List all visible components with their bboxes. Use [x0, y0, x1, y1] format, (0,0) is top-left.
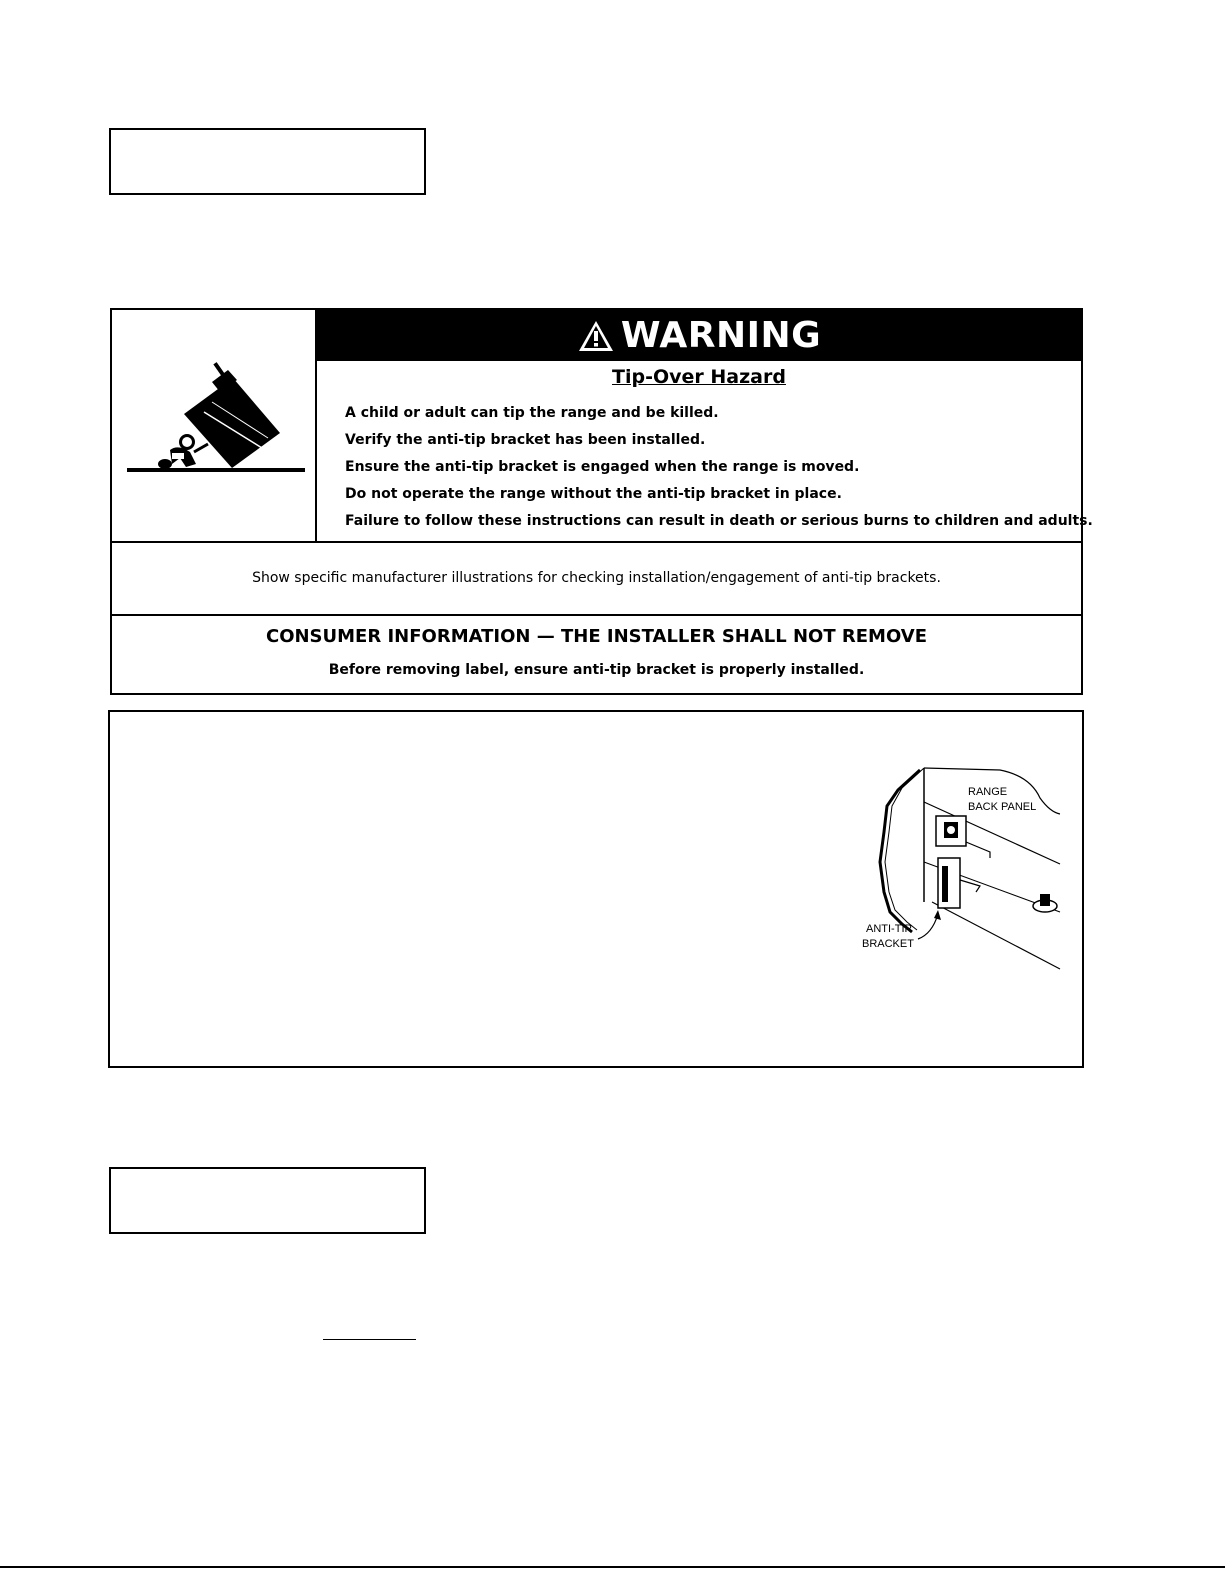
warning-header-text: WARNING	[620, 315, 822, 356]
tip-over-hazard-icon	[112, 310, 317, 543]
warning-header	[317, 310, 1081, 361]
hazard-title: Tip-Over Hazard	[612, 366, 786, 388]
range-back-panel-label: RANGE	[968, 786, 1008, 798]
consumer-information-title: CONSUMER INFORMATION — THE INSTALLER SHALL NOT REMOVE	[265, 626, 928, 647]
anti-tip-bracket-label: BRACKET	[862, 938, 914, 950]
anti-tip-bracket-diagram	[840, 762, 1075, 982]
anti-tip-bracket-label: ANTI-TIP	[866, 923, 912, 935]
consumer-information-subtitle: Before removing label, ensure anti-tip bracket is properly installed.	[328, 662, 865, 678]
blank-label-box-bottom	[109, 1167, 426, 1234]
range-back-panel-label: BACK PANEL	[968, 801, 1037, 813]
warning-label	[110, 308, 1093, 695]
warning-triangle-icon	[577, 319, 615, 353]
warning-line: Failure to follow these instructions can result in death or serious burns to children and adults.	[345, 513, 1093, 529]
page-bottom-rule	[0, 1566, 1225, 1568]
warning-line: A child or adult can tip the range and be killed.	[345, 405, 719, 421]
blank-label-box-top	[109, 128, 426, 195]
illustration-note: Show specific manufacturer illustrations for checking installation/engagement of anti-tip brackets.	[252, 570, 941, 586]
divider	[112, 614, 1081, 616]
warning-line: Do not operate the range without the anti-tip bracket in place.	[345, 486, 842, 502]
divider	[112, 541, 1081, 543]
signature-line	[323, 1339, 416, 1340]
tip-over-icon-cell	[112, 310, 317, 543]
anti-tip-illustration-box	[108, 710, 1084, 1068]
warning-line: Verify the anti-tip bracket has been installed.	[345, 432, 706, 448]
warning-line: Ensure the anti-tip bracket is engaged when the range is moved.	[345, 459, 860, 475]
